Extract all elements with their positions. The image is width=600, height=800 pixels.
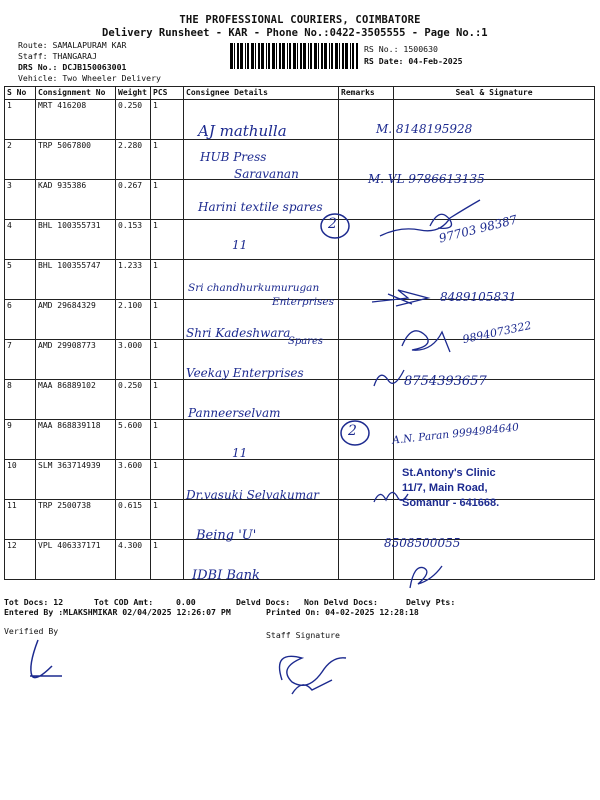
row-weight: 2.100: [116, 300, 151, 340]
row-weight: 1.233: [116, 260, 151, 300]
col-pcs: PCS: [151, 87, 184, 100]
hand-signature-2: M. VL 9786613135: [368, 172, 485, 186]
col-signature: Seal & Signature: [394, 87, 595, 100]
signature-scribble-icon: [402, 560, 452, 592]
row-sno: 1: [5, 100, 36, 140]
hand-consignee-2a: HUB Press: [200, 150, 267, 164]
row-consignment: AMD 29684329: [36, 300, 116, 340]
rs-number: RS No.: 1500630: [364, 44, 438, 54]
row-consignee: [184, 220, 339, 260]
hand-consignee-5b: Enterprises: [272, 296, 334, 308]
delivery-points: Delvy Pts:: [406, 597, 456, 607]
row-consignment: TRP 2500738: [36, 500, 116, 540]
table-header-row: [5, 87, 595, 100]
clinic-stamp: [402, 466, 532, 511]
col-consignment: Consignment No: [36, 87, 116, 100]
hand-consignee-6a: Shri Kadeshwara: [186, 326, 291, 340]
hand-consignee-9: 11: [232, 446, 248, 460]
hand-signature-5: 9894073322: [461, 318, 533, 347]
row-consignment: SLM 363714939: [36, 460, 116, 500]
total-cod-value: 0.00: [176, 597, 196, 607]
hand-consignee-12: IDBI Bank: [192, 568, 260, 583]
row-sno: 11: [5, 500, 36, 540]
total-docs: Tot Docs: 12: [4, 597, 64, 607]
row-consignment: MRT 416208: [36, 100, 116, 140]
verifier-signature-icon: [18, 636, 68, 684]
row-weight: 5.600: [116, 420, 151, 460]
row-pcs: 1: [151, 180, 184, 220]
row-pcs: 1: [151, 460, 184, 500]
runsheet-subtitle: Delivery Runsheet - KAR - Phone No.:0422-3505555 - Page No.:1: [102, 27, 488, 39]
signature-scribble-icon: [392, 316, 462, 360]
hand-consignee-3: Harini textile spares: [198, 200, 323, 214]
barcode-icon: [230, 43, 358, 69]
hand-consignee-2b: Saravanan: [234, 167, 299, 181]
row-consignment: BHL 100355731: [36, 220, 116, 260]
staff-label: Staff: THANGARAJ: [18, 51, 97, 61]
hand-signature-8: 8508500055: [384, 536, 461, 550]
row-sno: 12: [5, 540, 36, 580]
signature-scribble-icon: [370, 366, 410, 392]
table-row: [5, 100, 595, 140]
hand-consignee-5a: Sri chandhurkumurugan: [188, 282, 320, 294]
row-weight: 0.267: [116, 180, 151, 220]
route-label: Route: SAMALAPURAM KAR: [18, 40, 127, 50]
signature-scribble-icon: [370, 196, 490, 246]
row-sno: 2: [5, 140, 36, 180]
delivered-docs: Delvd Docs:: [236, 597, 291, 607]
row-pcs: 1: [151, 380, 184, 420]
row-consignment: AMD 29908773: [36, 340, 116, 380]
row-pcs: 1: [151, 260, 184, 300]
table-row: [5, 140, 595, 180]
row-sno: 8: [5, 380, 36, 420]
row-weight: 2.280: [116, 140, 151, 180]
row-pcs: 1: [151, 140, 184, 180]
staff-signature-label: Staff Signature: [266, 630, 340, 640]
hand-signature-4: 8489105831: [440, 290, 517, 304]
col-weight: Weight: [116, 87, 151, 100]
row-pcs: 1: [151, 220, 184, 260]
row-consignment: MAA 868839118: [36, 420, 116, 460]
hand-signature-3: 97703 98387: [437, 212, 519, 246]
company-title: THE PROFESSIONAL COURIERS, COIMBATORE: [179, 14, 421, 26]
row-pcs: 1: [151, 420, 184, 460]
rs-date: RS Date: 04-Feb-2025: [364, 56, 463, 66]
hand-consignee-1: AJ mathulla: [198, 122, 287, 140]
col-remarks: Remarks: [339, 87, 394, 100]
col-consignee: Consignee Details: [184, 87, 339, 100]
row-sno: 9: [5, 420, 36, 460]
row-consignee: [184, 420, 339, 460]
row-weight: 4.300: [116, 540, 151, 580]
row-consignment: KAD 935386: [36, 180, 116, 220]
row-pcs: 1: [151, 500, 184, 540]
row-consignment: TRP 5067800: [36, 140, 116, 180]
vehicle-label: Vehicle: Two Wheeler Delivery: [18, 73, 161, 83]
row-sno: 7: [5, 340, 36, 380]
hand-consignee-4: 11: [232, 238, 248, 252]
hand-consignee-10: Dr.vasuki Selvakumar: [186, 488, 319, 502]
row-sno: 3: [5, 180, 36, 220]
total-cod-label: Tot COD Amt:: [94, 597, 154, 607]
row-pcs: 1: [151, 300, 184, 340]
row-sno: 6: [5, 300, 36, 340]
circle-mark-text-1: 2: [328, 216, 337, 232]
row-sno: 10: [5, 460, 36, 500]
hand-signature-7: A.N. Paran 9994984640: [391, 421, 520, 447]
table-row: [5, 380, 595, 420]
stamp-line-3: Somanur - 641668.: [402, 497, 500, 509]
row-weight: 0.250: [116, 380, 151, 420]
non-delivered-docs: Non Delvd Docs:: [304, 597, 378, 607]
hand-consignee-8: Panneerselvam: [188, 406, 281, 420]
row-weight: 0.153: [116, 220, 151, 260]
staff-signature-icon: [262, 640, 352, 700]
drs-number: DRS No.: DCJB150063001: [18, 62, 127, 72]
row-pcs: 1: [151, 540, 184, 580]
hand-consignee-11: Being 'U': [196, 528, 257, 543]
row-sno: 5: [5, 260, 36, 300]
stamp-line-1: St.Antony's Clinic: [402, 467, 496, 479]
hand-signature-6: 8754393657: [404, 374, 487, 389]
hand-signature-1: M. 8148195928: [376, 122, 473, 136]
printed-on: Printed On: 04-02-2025 12:28:18: [266, 607, 419, 617]
row-weight: 0.615: [116, 500, 151, 540]
row-consignment: BHL 100355747: [36, 260, 116, 300]
row-pcs: 1: [151, 340, 184, 380]
col-sno: S No: [5, 87, 36, 100]
stamp-line-2: 11/7, Main Road,: [402, 482, 488, 494]
table-row: [5, 540, 595, 580]
row-consignment: VPL 406337171: [36, 540, 116, 580]
hand-consignee-6b: Spares: [288, 336, 324, 347]
row-weight: 3.000: [116, 340, 151, 380]
row-consignment: MAA 86889102: [36, 380, 116, 420]
row-weight: 3.600: [116, 460, 151, 500]
row-weight: 0.250: [116, 100, 151, 140]
row-sno: 4: [5, 220, 36, 260]
circle-mark-text-2: 2: [348, 423, 357, 439]
signature-scribble-icon: [368, 286, 438, 310]
verified-by-label: Verified By: [4, 626, 59, 636]
entered-by: Entered By :MLAKSHMIKAR 02/04/2025 12:26:07 PM: [4, 607, 231, 617]
hand-consignee-7: Veekay Enterprises: [186, 366, 304, 380]
row-pcs: 1: [151, 100, 184, 140]
